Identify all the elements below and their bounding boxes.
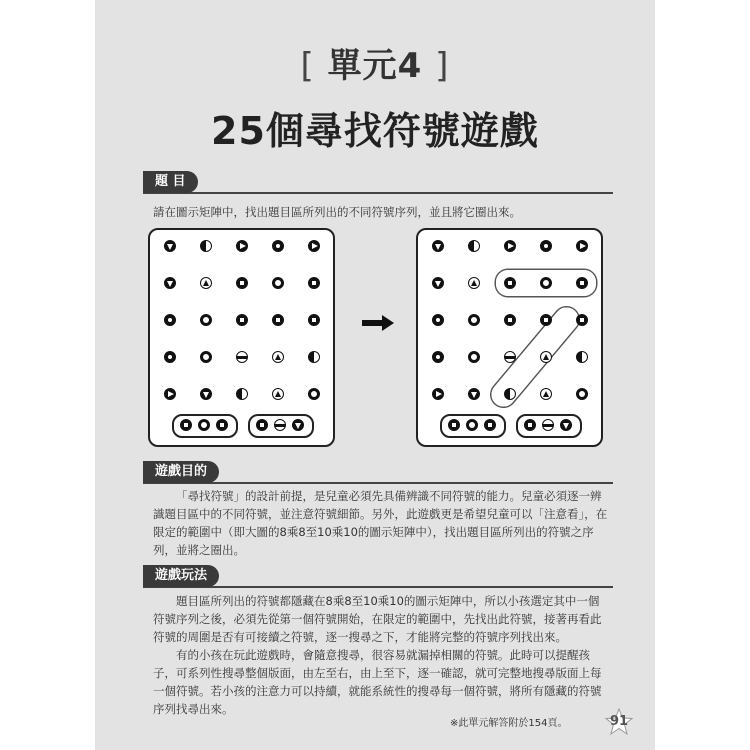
symbol-tri-r-icon bbox=[432, 388, 444, 400]
section-rule-purpose bbox=[143, 482, 613, 484]
symbol-tri-d-icon bbox=[560, 419, 572, 431]
section-rule-question bbox=[143, 192, 613, 194]
symbol-sq-icon bbox=[484, 419, 496, 431]
purpose-text bbox=[153, 487, 608, 559]
symbol-hole-icon bbox=[164, 351, 176, 363]
symbol-ring-icon bbox=[468, 351, 480, 363]
symbol-ring-icon bbox=[200, 351, 212, 363]
question-text: 請在圖示矩陣中，找出題目區所列出的不同符號序列，並且將它圈出來。 bbox=[153, 205, 521, 219]
symbol-ring-icon bbox=[308, 388, 320, 400]
symbol-sq-icon bbox=[448, 419, 460, 431]
symbol-sq-icon bbox=[236, 314, 248, 326]
symbol-tri-r-icon bbox=[164, 388, 176, 400]
section-label-purpose: 遊戲目的 bbox=[143, 461, 219, 483]
symbol-ring-icon bbox=[466, 419, 478, 431]
symbol-sq-icon bbox=[180, 419, 192, 431]
symbol-matrix-answer bbox=[416, 228, 603, 447]
target-sequence bbox=[248, 414, 314, 438]
symbol-sq-icon bbox=[504, 314, 516, 326]
symbol-tri-d-icon bbox=[164, 277, 176, 289]
section-label-question: 題 目 bbox=[143, 171, 198, 193]
howto-paragraph: 有的小孩在玩此遊戲時，會隨意搜尋，很容易就漏掉相關的符號。此時可以提醒孩子，可系列性搜尋整個版面，由左至右，由上至下，逐一確認，就可完整地搜尋版面上每一個符號。若小孩的注意力可以持續，就能系統性的搜尋每一個符號，將所有隱藏的符號序列找尋出來。 bbox=[153, 648, 602, 716]
symbol-hbar-icon bbox=[542, 419, 554, 431]
symbol-half-icon bbox=[504, 388, 516, 400]
symbol-tri-d-icon bbox=[200, 388, 212, 400]
symbol-tri-r-icon bbox=[236, 240, 248, 252]
symbol-tri-r-icon bbox=[576, 240, 588, 252]
symbol-tri-icon bbox=[200, 277, 212, 289]
howto-paragraph: 題目區所列出的符號都隱藏在8乘8至10乘10的圖示矩陣中，所以小孩選定其中一個符號序列之後，必須先從第一個符號開始，在限定的範圍中，先找出此符號，接著再看此符號的周圍是否有可接續之符號，逐一搜尋之下，才能將完整的符號序列找出來。 bbox=[153, 594, 602, 644]
symbol-hbar-icon bbox=[274, 419, 286, 431]
symbol-ring-icon bbox=[200, 314, 212, 326]
purpose-paragraph: 「尋找符號」的設計前提，是兒童必須先具備辨識不同符號的能力。兒童必須逐一辨識題目區中的不同符號，並注意符號細節。另外，此遊戲更是希望兒童可以「注意看」，在限定的範圍中（即大圖的8乘8至10乘10的圖示矩陣中），找出題目區所列出的符號之序列，並將之圈出。 bbox=[153, 489, 608, 557]
target-sequence bbox=[516, 414, 582, 438]
symbol-sq-icon bbox=[576, 277, 588, 289]
symbol-tri-icon bbox=[272, 388, 284, 400]
target-sequence bbox=[172, 414, 238, 438]
symbol-sq-icon bbox=[272, 314, 284, 326]
symbol-ring-icon bbox=[198, 419, 210, 431]
symbol-tri-icon bbox=[540, 351, 552, 363]
section-rule-howto bbox=[143, 586, 613, 588]
symbol-hole-icon bbox=[432, 351, 444, 363]
symbol-half-icon bbox=[200, 240, 212, 252]
symbol-ring-icon bbox=[468, 314, 480, 326]
section-label-howto: 遊戲玩法 bbox=[143, 565, 219, 587]
howto-text bbox=[153, 592, 608, 718]
symbol-tri-d-icon bbox=[292, 419, 304, 431]
page-title: 25個尋找符號遊戲 bbox=[211, 109, 539, 153]
symbol-tri-d-icon bbox=[432, 277, 444, 289]
symbol-half-icon bbox=[468, 240, 480, 252]
symbol-hole-icon bbox=[272, 240, 284, 252]
symbol-sq-icon bbox=[576, 314, 588, 326]
target-sequence bbox=[440, 414, 506, 438]
symbol-sq-icon bbox=[504, 277, 516, 289]
symbol-tri-icon bbox=[468, 277, 480, 289]
unit-label: 單元4 bbox=[327, 46, 423, 86]
page-number: 91 bbox=[605, 708, 633, 736]
symbol-hole-icon bbox=[540, 240, 552, 252]
symbol-tri-r-icon bbox=[504, 240, 516, 252]
answer-footnote: ※此單元解答附於154頁。 bbox=[450, 718, 568, 729]
symbol-tri-d-icon bbox=[432, 240, 444, 252]
symbol-hbar-icon bbox=[236, 351, 248, 363]
symbol-half-icon bbox=[576, 351, 588, 363]
symbol-sq-icon bbox=[308, 277, 320, 289]
symbol-sq-icon bbox=[216, 419, 228, 431]
symbol-half-icon bbox=[308, 351, 320, 363]
symbol-sq-icon bbox=[524, 419, 536, 431]
symbol-tri-d-icon bbox=[468, 388, 480, 400]
symbol-sq-icon bbox=[236, 277, 248, 289]
symbol-matrix-question bbox=[148, 228, 335, 447]
symbol-ring-icon bbox=[272, 277, 284, 289]
symbol-hole-icon bbox=[432, 314, 444, 326]
unit-heading: [ 單元4 ] bbox=[300, 46, 450, 86]
book-page bbox=[95, 0, 655, 750]
answer-highlight bbox=[487, 303, 584, 412]
symbol-sq-icon bbox=[256, 419, 268, 431]
symbol-ring-icon bbox=[576, 388, 588, 400]
symbol-sq-icon bbox=[308, 314, 320, 326]
symbol-tri-r-icon bbox=[308, 240, 320, 252]
symbol-half-icon bbox=[236, 388, 248, 400]
symbol-ring-icon bbox=[540, 277, 552, 289]
symbol-hbar-icon bbox=[504, 351, 516, 363]
symbol-tri-d-icon bbox=[164, 240, 176, 252]
symbol-tri-icon bbox=[272, 351, 284, 363]
symbol-sq-icon bbox=[540, 314, 552, 326]
symbol-hole-icon bbox=[164, 314, 176, 326]
symbol-tri-icon bbox=[540, 388, 552, 400]
